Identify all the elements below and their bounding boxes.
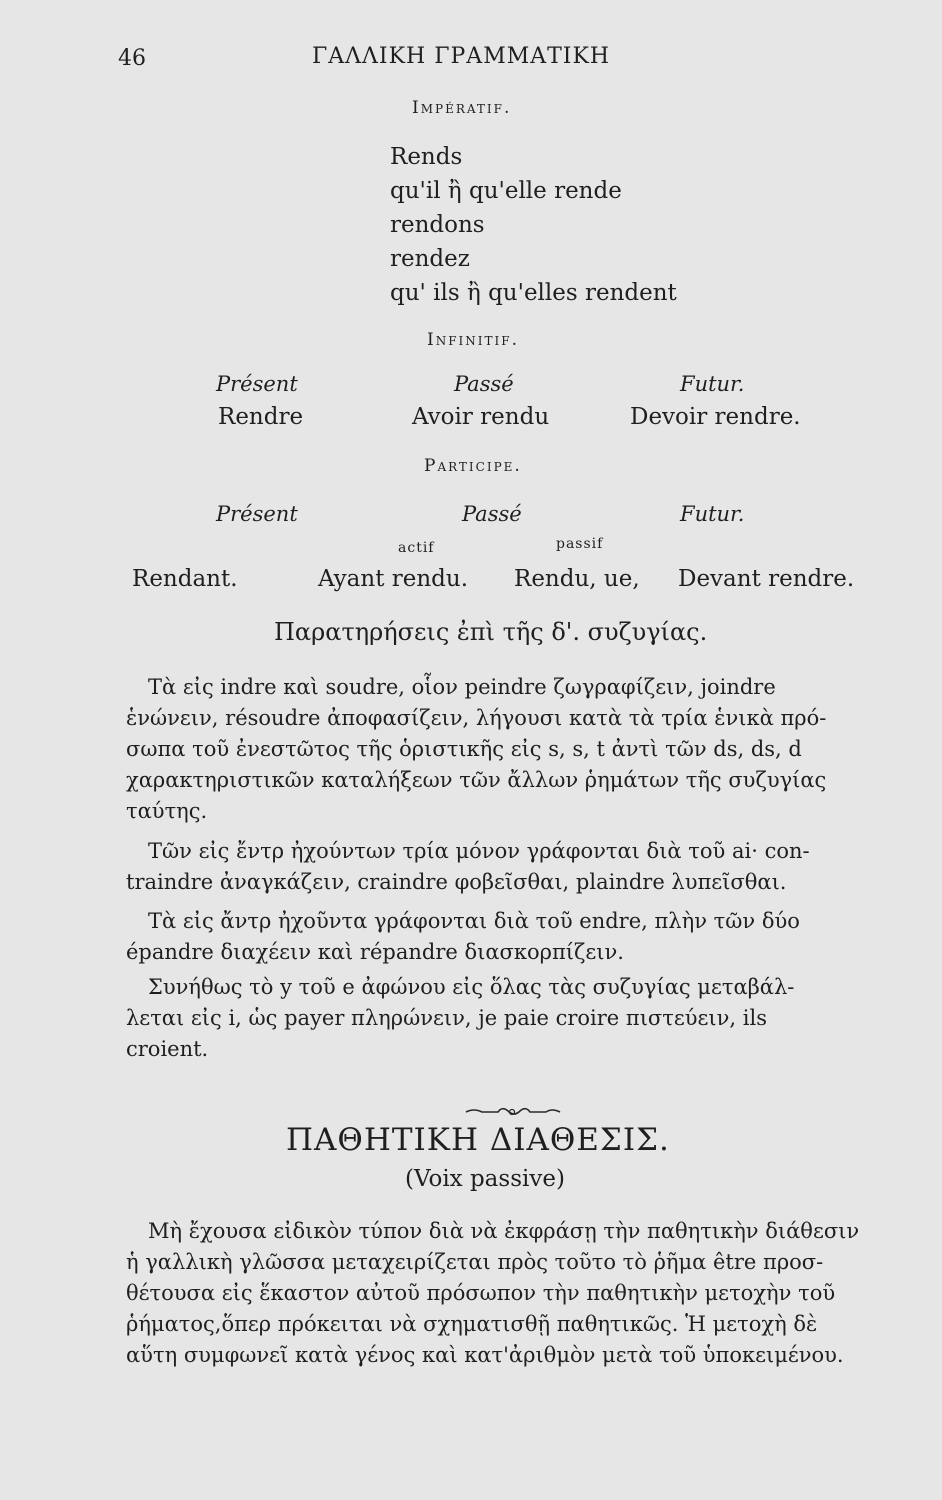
text-line: croient. <box>126 1037 209 1061</box>
text-line: traindre ἀναγκάζειν, craindre φοβεῖσθαι, plaindre λυπεῖσθαι. <box>126 870 787 894</box>
passive-voice-paragraph <box>126 1216 880 1371</box>
observation-paragraph-1 <box>126 672 880 827</box>
imperatif-line: Rends <box>390 144 463 170</box>
observation-paragraph-4 <box>126 972 880 1065</box>
participe-futur-label: Futur. <box>680 502 745 526</box>
infinitif-passe-label: Passé <box>454 372 514 396</box>
participe-passe-label: Passé <box>462 502 522 526</box>
text-line: θέτουσα εἰς ἕκαστον αὐτοῦ πρόσωπον τὴν παθητικὴν μετοχὴν τοῦ <box>126 1281 836 1305</box>
running-title: ΓΑΛΛΙΚΗ ΓΡΑΜΜΑΤΙΚΗ <box>312 44 611 69</box>
observation-paragraph-3 <box>126 906 880 968</box>
infinitif-heading: Infinitif. <box>427 330 519 350</box>
text-line: Τὰ εἰς ἄντρ ἠχοῦντα γράφονται διὰ τοῦ endre, πλὴν τῶν δύο <box>148 909 800 933</box>
infinitif-present-label: Présent <box>216 372 298 396</box>
text-line: ῥήματος,ὅπερ πρόκειται νὰ σχηματισθῇ παθητικῶς. Ἡ μετοχὴ δὲ <box>126 1312 818 1336</box>
observation-paragraph-2 <box>126 836 880 898</box>
text-line: ἡ γαλλικὴ γλῶσσα μεταχειρίζεται πρὸς τοῦτο τὸ ῥῆμα être προσ- <box>126 1250 824 1274</box>
infinitif-passe-value: Avoir rendu <box>412 404 550 430</box>
participe-heading: Participe. <box>424 456 522 476</box>
infinitif-present-value: Rendre <box>218 404 304 430</box>
text-line: Τῶν εἰς ἔντρ ἠχούντων τρία μόνον γράφονται διὰ τοῦ ai· con- <box>148 839 810 863</box>
imperatif-line: qu' ils ἢ qu'elles rendent <box>390 280 677 306</box>
imperatif-conjugation <box>390 140 677 310</box>
participe-present-value: Rendant. <box>132 566 238 592</box>
participe-present-label: Présent <box>216 502 298 526</box>
passive-voice-title: ΠΑΘΗΤΙΚΗ ΔΙΑΘΕΣΙΣ. <box>286 1122 670 1158</box>
text-line: λεται εἰς i, ὡς payer πληρώνειν, je paie croire πιστεύειν, ils <box>126 1006 767 1030</box>
infinitif-futur-value: Devoir rendre. <box>630 404 801 430</box>
text-line: Μὴ ἔχουσα εἰδικὸν τύπον διὰ νὰ ἐκφράσῃ τὴν παθητικὴν διάθεσιν <box>148 1219 860 1243</box>
imperatif-heading: Impératif. <box>412 98 512 118</box>
text-line: ταύτης. <box>126 799 208 823</box>
participe-actif-value: Ayant rendu. <box>318 566 469 592</box>
text-line: σωπα τοῦ ἐνεστῶτος τῆς ὁριστικῆς εἰς s, s, t ἀντὶ τῶν ds, ds, d <box>126 737 802 761</box>
passive-voice-subtitle: (Voix passive) <box>405 1166 565 1192</box>
imperatif-line: qu'il ἢ qu'elle rende <box>390 178 622 204</box>
imperatif-line: rendons <box>390 212 485 238</box>
ornament-divider <box>464 1103 562 1121</box>
participe-actif-label: actif <box>398 540 435 556</box>
text-line: αὕτη συμφωνεῖ κατὰ γένος καὶ κατ'ἀριθμὸν μετὰ τοῦ ὑποκειμένου. <box>126 1343 844 1367</box>
text-line: épandre διαχέειν καὶ répandre διασκορπίζειν. <box>126 940 624 964</box>
participe-passif-value: Rendu, ue, <box>514 566 640 592</box>
text-line: Τὰ εἰς indre καὶ soudre, οἷον peindre ζωγραφίζειν, joindre <box>148 675 776 699</box>
infinitif-futur-label: Futur. <box>680 372 745 396</box>
participe-futur-value: Devant rendre. <box>678 566 855 592</box>
text-line: ἑνώνειν, résoudre ἀποφασίζειν, λήγουσι κατὰ τὰ τρία ἑνικὰ πρό- <box>126 706 827 730</box>
page-number: 46 <box>118 46 146 71</box>
text-line: χαρακτηριστικῶν καταλήξεων τῶν ἄλλων ῥημάτων τῆς συζυγίας <box>126 768 827 792</box>
participe-passif-label: passif <box>556 536 604 552</box>
text-line: Συνήθως τὸ y τοῦ e ἀφώνου εἰς ὅλας τὰς συζυγίας μεταβάλ- <box>148 975 795 999</box>
imperatif-line: rendez <box>390 246 470 272</box>
observations-title: Παρατηρήσεις ἐπὶ τῆς δ'. συζυγίας. <box>274 618 708 646</box>
